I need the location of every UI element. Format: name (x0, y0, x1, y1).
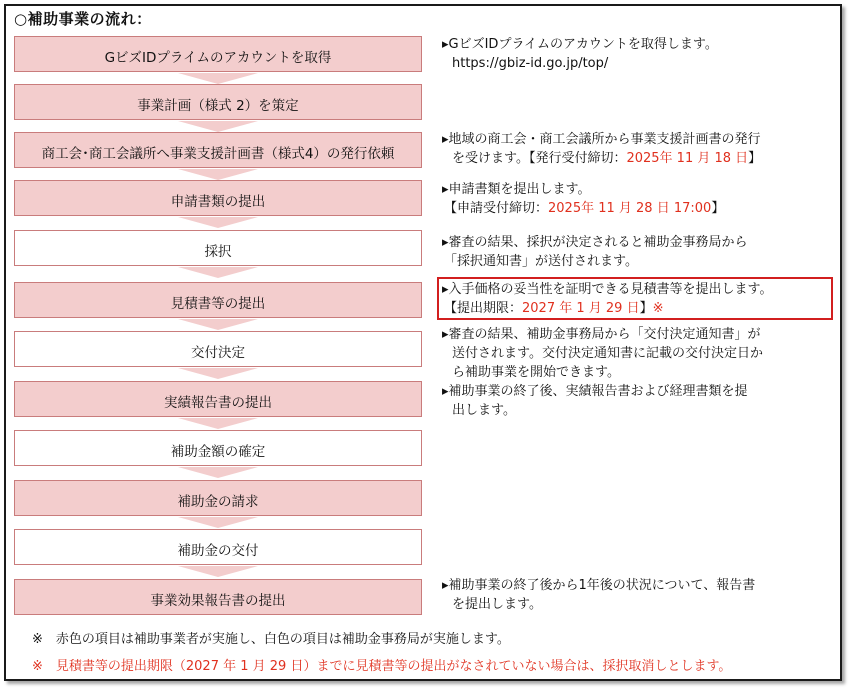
step-grant-decision: 交付決定 (14, 331, 422, 367)
desc-text: 】 (639, 301, 653, 316)
step-effect-report: 事業効果報告書の提出 (14, 579, 422, 615)
desc-line (442, 199, 724, 218)
desc-text: 】 (748, 151, 762, 166)
desc-effect-report (442, 576, 755, 614)
note-color-legend: ※ 赤色の項目は補助事業者が実施し、白色の項目は補助金事務局が実施します。 (32, 632, 510, 647)
step-business-plan: 事業計画（様式 2）を策定 (14, 84, 422, 120)
step-grant-payment: 補助金の交付 (14, 529, 422, 565)
desc-line: ▸補助事業の終了後、実績報告書および経理書類を提 (442, 384, 748, 399)
desc-line: 出します。 (452, 403, 516, 418)
desc-line: ▸入手価格の妥当性を証明できる見積書等を提出します。 (442, 282, 773, 297)
desc-selection (442, 233, 748, 271)
step-result-report: 実績報告書の提出 (14, 381, 422, 417)
desc-line: 「採択通知書」が送付されます。 (444, 254, 638, 269)
arrow-down-icon (178, 267, 258, 278)
desc-grant-decision (442, 325, 763, 420)
desc-line (442, 299, 773, 318)
deadline-date: 2025年 11 月 18 日 (626, 151, 749, 166)
desc-line: ▸審査の結果、採択が決定されると補助金事務局から (442, 235, 748, 250)
arrow-down-icon (178, 319, 258, 330)
arrow-down-icon (178, 73, 258, 84)
desc-text: 【申請受付締切： (444, 201, 549, 216)
desc-line: を提出します。 (452, 597, 542, 612)
deadline-date: 2027 年 1 月 29 日 (522, 301, 640, 316)
desc-line: 送付されます。交付決定通知書に記載の交付決定日か (452, 346, 763, 361)
step-selection: 採択 (14, 230, 422, 266)
desc-application (442, 180, 724, 218)
arrow-down-icon (178, 169, 258, 180)
arrow-down-icon (178, 467, 258, 478)
deadline-date: 2025年 11 月 28 日 17:00 (548, 201, 712, 216)
arrow-down-icon (178, 566, 258, 577)
gbiz-url: https://gbiz-id.go.jp/top/ (452, 56, 609, 71)
desc-line: ▸GビズIDプライムのアカウントを取得します。 (442, 37, 718, 52)
arrow-down-icon (178, 217, 258, 228)
desc-line: ら補助事業を開始できます。 (452, 365, 620, 380)
desc-text: を受けます。【発行受付締切： (452, 151, 627, 166)
desc-text: 【提出期限： (444, 301, 523, 316)
desc-support-plan (442, 130, 761, 168)
arrow-down-icon (178, 418, 258, 429)
flow-heading: ○補助事業の流れ： (14, 10, 152, 28)
arrow-down-icon (178, 368, 258, 379)
desc-quotation (442, 280, 773, 318)
desc-line: ▸地域の商工会・商工会議所から事業支援計画書の発行 (442, 132, 761, 147)
step-application-submit: 申請書類の提出 (14, 180, 422, 216)
step-gbiz-account: GビズIDプライムのアカウントを取得 (14, 36, 422, 72)
arrow-down-icon (178, 517, 258, 528)
desc-line (442, 149, 761, 168)
desc-line: ▸審査の結果、補助金事務局から「交付決定通知書」が (442, 327, 761, 342)
note-mark: ※ (652, 301, 664, 316)
desc-text: 】 (711, 201, 725, 216)
arrow-down-icon (178, 121, 258, 132)
desc-line: ▸補助事業の終了後から1年後の状況について、報告書 (442, 578, 756, 593)
step-grant-claim: 補助金の請求 (14, 480, 422, 516)
step-amount-confirm: 補助金額の確定 (14, 430, 422, 466)
desc-gbiz (442, 35, 718, 73)
desc-line: ▸申請書類を提出します。 (442, 182, 591, 197)
step-support-plan-request: 商工会･商工会議所へ事業支援計画書（様式4）の発行依頼 (14, 132, 422, 168)
step-quotation-submit: 見積書等の提出 (14, 282, 422, 318)
note-quotation-deadline: ※ 見積書等の提出期限（2027 年 1 月 29 日）までに見積書等の提出がなされていない場合は、採択取消しとします。 (32, 659, 732, 674)
